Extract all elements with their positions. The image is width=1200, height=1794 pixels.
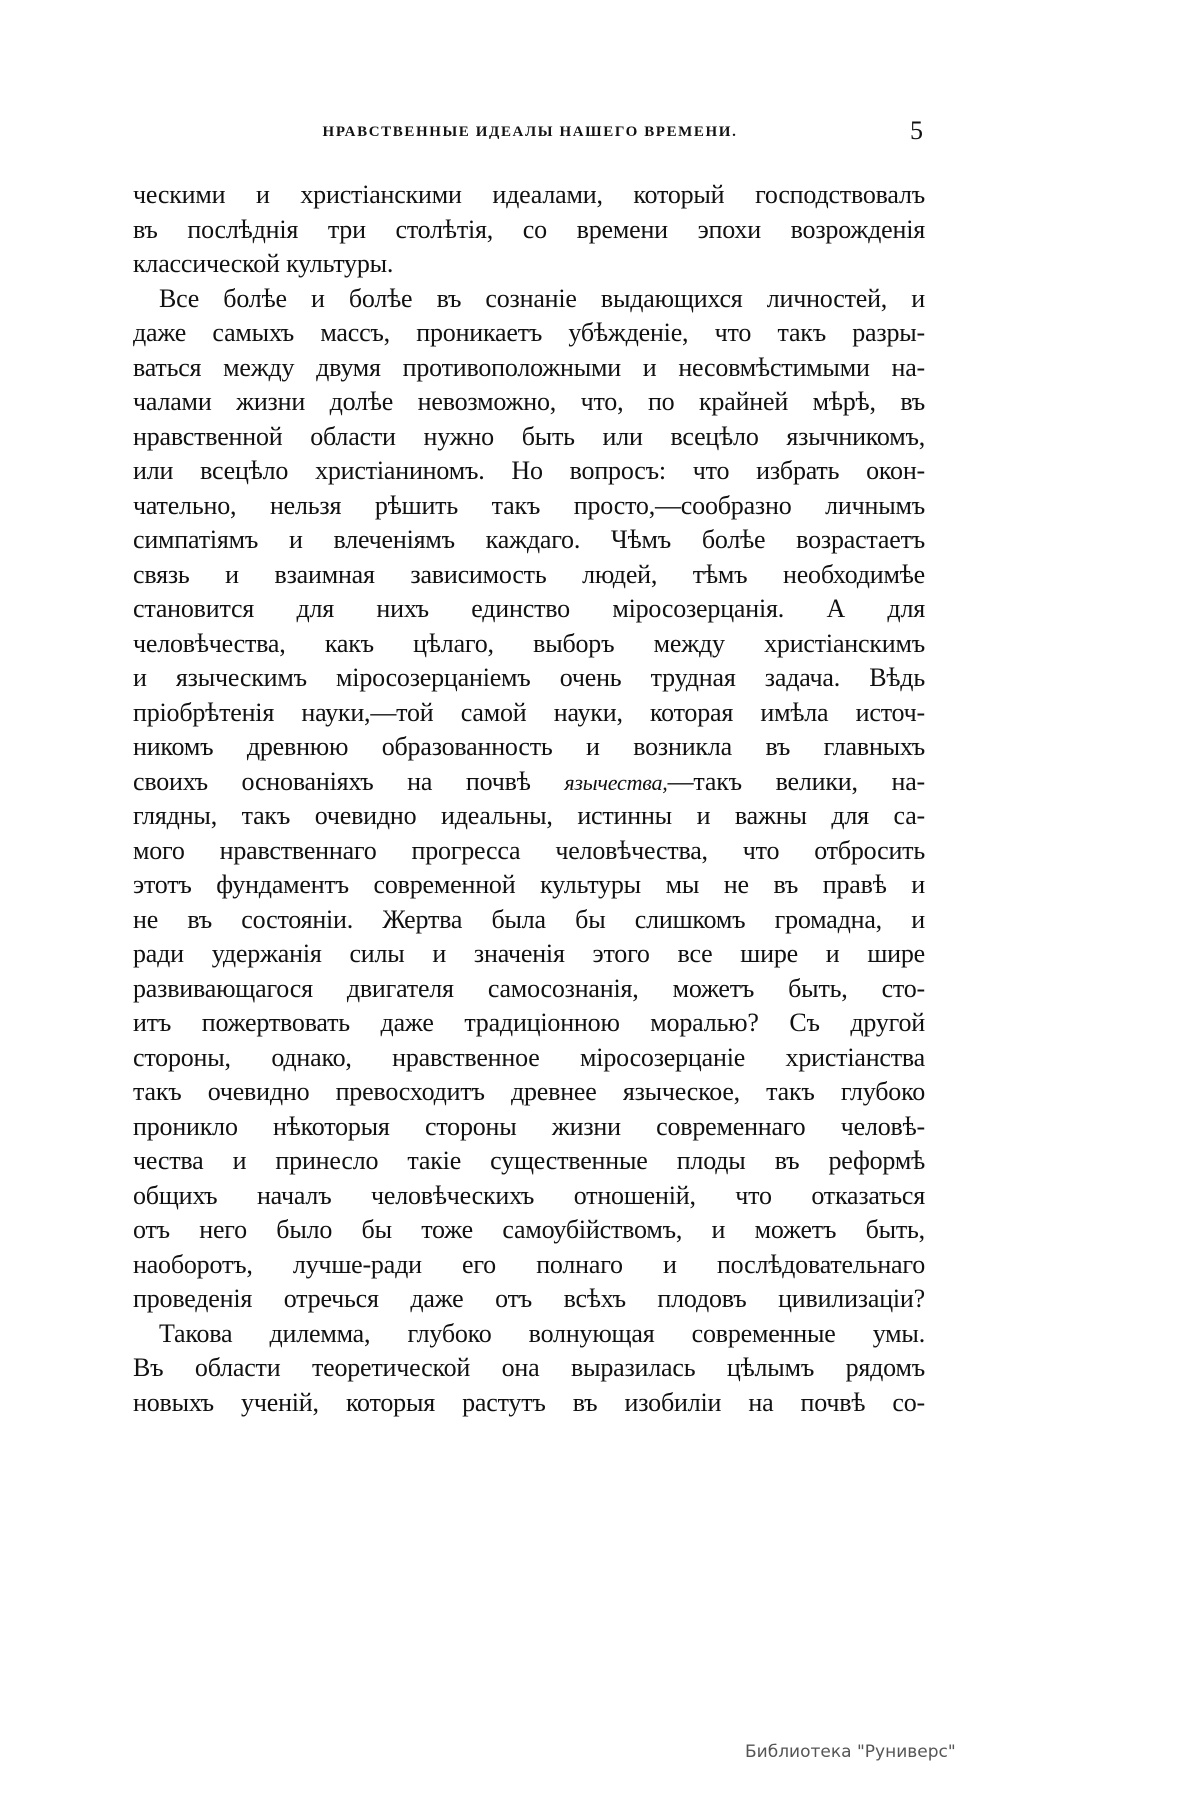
text-line: въ послѣднія три столѣтія, со времени эпохи возрожденія bbox=[133, 214, 925, 244]
library-watermark: Библиотека "Руниверс" bbox=[745, 1742, 956, 1762]
text-line: проведенія отречься даже отъ всѣхъ плодовъ цивилизаціи? bbox=[133, 1284, 925, 1313]
page-number: 5 bbox=[910, 116, 923, 145]
text-line: итъ пожертвовать даже традиціонною моралью? Съ другой bbox=[133, 1008, 925, 1037]
text-line: мого нравственнаго прогресса человѣчества, что отбросить bbox=[133, 835, 925, 865]
text-line: Такова дилемма, глубоко волнующая современные умы. bbox=[159, 1318, 925, 1348]
text-segment: —такъ велики, на- bbox=[667, 766, 926, 796]
running-title: НРАВСТВЕННЫЕ ИДЕАЛЫ НАШЕГО ВРЕМЕНИ. bbox=[322, 124, 738, 140]
text-line: отъ него было бы тоже самоубійствомъ, и можетъ быть, bbox=[133, 1215, 925, 1244]
text-line: глядны, такъ очевидно идеальны, истинны и важны для са- bbox=[133, 801, 925, 830]
text-line: ваться между двумя противоположными и несовмѣстимыми на- bbox=[133, 352, 925, 382]
text-line: Все болѣе и болѣе въ сознаніе выдающихся личностей, и bbox=[159, 283, 925, 313]
text-line: симпатіямъ и влеченіямъ каждаго. Чѣмъ болѣе возрастаетъ bbox=[133, 525, 925, 554]
text-line: ради удержанія силы и значенія этого все шире и шире bbox=[133, 939, 925, 968]
text-line: даже самыхъ массъ, проникаетъ убѣжденіе, что такъ разры- bbox=[133, 318, 925, 347]
text-line: этотъ фундаментъ современной культуры мы не въ правѣ и bbox=[133, 870, 925, 899]
text-line: связь и взаимная зависимость людей, тѣмъ необходимѣе bbox=[133, 559, 925, 589]
text-line: нравственной области нужно быть или всецѣло язычникомъ, bbox=[133, 421, 925, 451]
text-line: пріобрѣтенія науки,—той самой науки, которая имѣла источ- bbox=[133, 697, 925, 727]
text-line: развивающагося двигателя самосознанія, можетъ быть, сто- bbox=[133, 973, 925, 1003]
text-segment: своихъ основаніяхъ на почвѣ bbox=[133, 766, 565, 796]
italic-word: язычества, bbox=[564, 769, 668, 795]
text-line: и языческимъ міросозерцаніемъ очень трудная задача. Вѣдь bbox=[133, 663, 925, 692]
text-line: классической культуры. bbox=[133, 249, 394, 278]
text-line: стороны, однако, нравственное міросозерцаніе христіанства bbox=[133, 1042, 925, 1072]
text-line: проникло нѣкоторыя стороны жизни современнаго человѣ- bbox=[133, 1111, 925, 1141]
text-line bbox=[133, 765, 925, 800]
text-line: общихъ началъ человѣческихъ отношеній, что отказаться bbox=[133, 1180, 925, 1210]
text-line: новыхъ ученій, которыя растутъ въ изобиліи на почвѣ со- bbox=[133, 1387, 925, 1417]
body-text bbox=[133, 178, 925, 1420]
text-line: человѣчества, какъ цѣлаго, выборъ между христіанскимъ bbox=[133, 628, 925, 658]
text-line: не въ состояніи. Жертва была бы слишкомъ громадна, и bbox=[133, 904, 925, 934]
text-line: чательно, нельзя рѣшить такъ просто,—сообразно личнымъ bbox=[133, 490, 925, 520]
text-line: чалами жизни долѣе невозможно, что, по крайней мѣрѣ, въ bbox=[133, 387, 925, 416]
text-line: ческими и христіанскими идеалами, который господствовалъ bbox=[133, 180, 925, 209]
text-line: или всецѣло христіаниномъ. Но вопросъ: что избрать окон- bbox=[133, 456, 925, 485]
text-line: наоборотъ, лучше-ради его полнаго и послѣдовательнаго bbox=[133, 1249, 925, 1279]
text-line: никомъ древнюю образованность и возникла въ главныхъ bbox=[133, 732, 925, 761]
text-line: становится для нихъ единство міросозерцанія. А для bbox=[133, 594, 925, 623]
text-line: чества и принесло такіе существенные плоды въ реформѣ bbox=[133, 1146, 925, 1175]
text-line: Въ области теоретической она выразилась цѣлымъ рядомъ bbox=[133, 1353, 925, 1382]
text-line: такъ очевидно превосходитъ древнее языческое, такъ глубоко bbox=[133, 1077, 925, 1106]
